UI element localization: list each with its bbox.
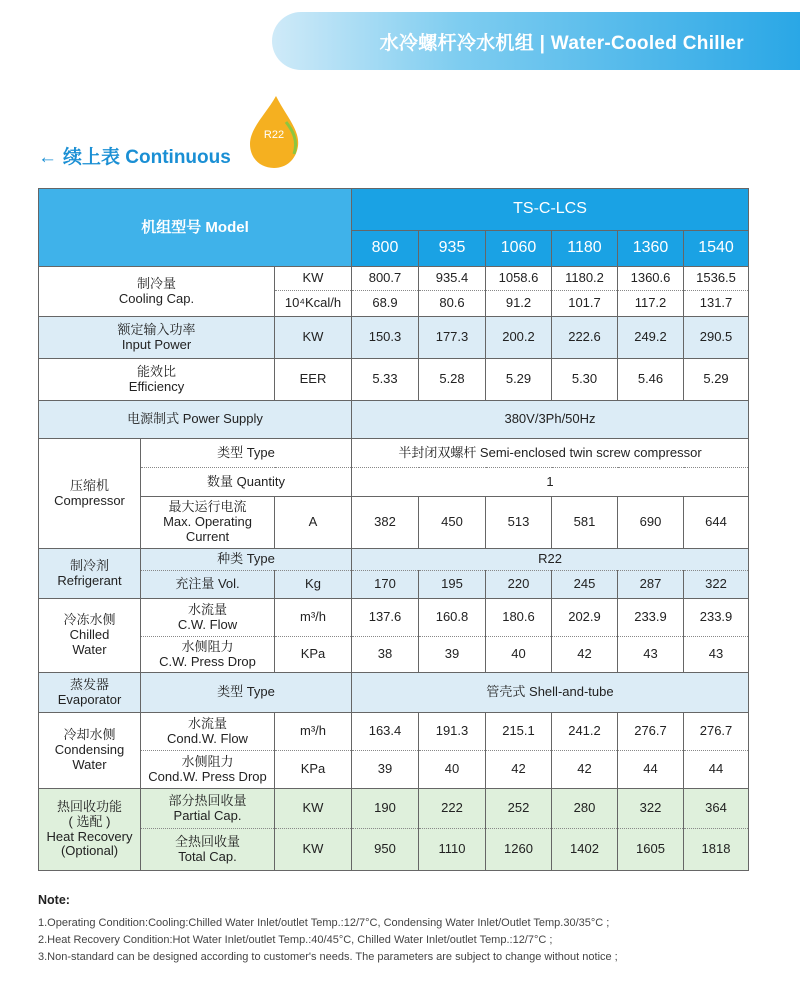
cooling-cap-cn: 制冷量: [136, 275, 176, 291]
compressor-label: [39, 439, 141, 549]
model-header: 机组型号 Model: [39, 189, 352, 267]
value-cell: 252: [486, 789, 552, 829]
refrigerant-type-value: R22: [352, 549, 749, 571]
value-cell: 222.6: [552, 317, 618, 359]
notes-section: [38, 892, 618, 966]
max-current-en1: Max. Operating: [163, 514, 252, 530]
cw-flow-cn: 水流量: [187, 601, 227, 617]
value-cell: 1818: [684, 829, 749, 871]
cooling-cap-label: [39, 267, 275, 317]
value-cell: 200.2: [486, 317, 552, 359]
refrigerant-type-label: 种类 Type: [141, 549, 352, 571]
model-col: 800: [352, 231, 419, 267]
heat-recovery-cn2: ( 选配 ): [68, 813, 111, 829]
evaporator-type-label: 类型 Type: [141, 673, 352, 713]
evaporator-cn: 蒸发器: [69, 676, 109, 692]
unit-cell: KPa: [275, 637, 352, 673]
value-cell: 233.9: [618, 599, 684, 637]
condensing-water-en2: Water: [72, 756, 107, 772]
value-cell: 42: [552, 751, 618, 789]
unit-cell: KW: [275, 317, 352, 359]
left-arrow-icon: ←: [38, 147, 57, 168]
heat-recovery-cn1: 热回收功能: [56, 798, 122, 814]
value-cell: 38: [352, 637, 419, 673]
refrigerant-label: [39, 549, 141, 599]
value-cell: 40: [419, 751, 486, 789]
value-cell: 287: [618, 571, 684, 599]
value-cell: 276.7: [684, 713, 749, 751]
value-cell: 241.2: [552, 713, 618, 751]
value-cell: 322: [618, 789, 684, 829]
chilled-water-en2: Water: [72, 641, 107, 657]
value-cell: 150.3: [352, 317, 419, 359]
note-line: 3.Non-standard can be designed according to customer's needs. The parameters are subject to change without notice ;: [38, 951, 618, 963]
chilled-water-cn: 冷冻水侧: [63, 612, 116, 628]
value-cell: 42: [486, 751, 552, 789]
value-cell: 42: [552, 637, 618, 673]
value-cell: 177.3: [419, 317, 486, 359]
efficiency-label: [39, 359, 275, 401]
value-cell: 137.6: [352, 599, 419, 637]
notes-title: Note:: [38, 893, 70, 907]
value-cell: 644: [684, 497, 749, 549]
total-cap-cn: 全热回收量: [174, 833, 240, 849]
value-cell: 1536.5: [684, 267, 749, 291]
continuous-text: 续上表 Continuous: [63, 147, 231, 168]
spec-table: [38, 188, 749, 871]
cw-drop-label: [141, 637, 275, 673]
partial-cap-label: [141, 789, 275, 829]
power-supply-label: 电源制式 Power Supply: [39, 401, 352, 439]
value-cell: 44: [618, 751, 684, 789]
refrigerant-cn: 制冷剂: [69, 557, 109, 573]
value-cell: 180.6: [486, 599, 552, 637]
max-current-en2: Current: [185, 528, 230, 544]
model-col: 1060: [486, 231, 552, 267]
value-cell: 101.7: [552, 291, 618, 317]
cond-flow-label: [141, 713, 275, 751]
value-cell: 5.46: [618, 359, 684, 401]
model-col: 1540: [684, 231, 749, 267]
heat-recovery-en1: Heat Recovery: [46, 828, 133, 844]
total-cap-en: Total Cap.: [178, 848, 237, 864]
value-cell: 276.7: [618, 713, 684, 751]
compressor-cn: 压缩机: [69, 477, 109, 493]
max-current-label: [141, 497, 275, 549]
value-cell: 68.9: [352, 291, 419, 317]
cw-flow-en: C.W. Flow: [177, 616, 238, 632]
compressor-qty-label: 数量 Quantity: [141, 468, 352, 497]
evaporator-en: Evaporator: [57, 691, 122, 707]
model-col: 935: [419, 231, 486, 267]
input-power-en: Input Power: [121, 336, 192, 352]
value-cell: 290.5: [684, 317, 749, 359]
heat-recovery-label: [39, 789, 141, 871]
value-cell: 249.2: [618, 317, 684, 359]
value-cell: 322: [684, 571, 749, 599]
unit-cell: Kg: [275, 571, 352, 599]
unit-cell: KW: [275, 789, 352, 829]
value-cell: 44: [684, 751, 749, 789]
note-line: 2.Heat Recovery Condition:Hot Water Inlet/outlet Temp.:40/45°C, Chilled Water Inlet/outlet Temp.:12/7°C ;: [38, 934, 553, 946]
refrigerant-en: Refrigerant: [57, 572, 122, 588]
value-cell: 5.33: [352, 359, 419, 401]
value-cell: 163.4: [352, 713, 419, 751]
cond-flow-en: Cond.W. Flow: [167, 730, 248, 746]
value-cell: 5.28: [419, 359, 486, 401]
cw-drop-cn: 水侧阻力: [181, 638, 234, 654]
condensing-water-cn: 冷却水侧: [63, 727, 116, 743]
value-cell: 233.9: [684, 599, 749, 637]
value-cell: 39: [352, 751, 419, 789]
value-cell: 280: [552, 789, 618, 829]
unit-cell: KPa: [275, 751, 352, 789]
header-banner: [272, 12, 800, 70]
efficiency-cn: 能效比: [136, 363, 176, 379]
power-supply-value: 380V/3Ph/50Hz: [352, 401, 749, 439]
value-cell: 117.2: [618, 291, 684, 317]
model-col: 1180: [552, 231, 618, 267]
cond-drop-label: [141, 751, 275, 789]
value-cell: 245: [552, 571, 618, 599]
value-cell: 1058.6: [486, 267, 552, 291]
value-cell: 43: [684, 637, 749, 673]
value-cell: 40: [486, 637, 552, 673]
partial-cap-en: Partial Cap.: [173, 807, 242, 823]
unit-cell: KW: [275, 829, 352, 871]
compressor-type-label: 类型 Type: [141, 439, 352, 468]
value-cell: 5.29: [486, 359, 552, 401]
value-cell: 222: [419, 789, 486, 829]
value-cell: 170: [352, 571, 419, 599]
value-cell: 581: [552, 497, 618, 549]
unit-cell: 10⁴Kcal/h: [275, 291, 352, 317]
heat-recovery-en2: (Optional): [60, 843, 119, 859]
value-cell: 131.7: [684, 291, 749, 317]
unit-cell: m³/h: [275, 599, 352, 637]
cw-drop-en: C.W. Press Drop: [159, 653, 256, 669]
value-cell: 91.2: [486, 291, 552, 317]
chilled-water-label: [39, 599, 141, 673]
value-cell: 5.30: [552, 359, 618, 401]
chilled-water-en1: Chilled: [69, 627, 110, 643]
condensing-water-en1: Condensing: [54, 742, 125, 758]
value-cell: 220: [486, 571, 552, 599]
cw-flow-label: [141, 599, 275, 637]
condensing-water-label: [39, 713, 141, 789]
value-cell: 191.3: [419, 713, 486, 751]
value-cell: 950: [352, 829, 419, 871]
value-cell: 382: [352, 497, 419, 549]
unit-cell: m³/h: [275, 713, 352, 751]
value-cell: 1110: [419, 829, 486, 871]
value-cell: 1402: [552, 829, 618, 871]
value-cell: 1605: [618, 829, 684, 871]
value-cell: 450: [419, 497, 486, 549]
badge-text: R22: [263, 129, 285, 141]
value-cell: 80.6: [419, 291, 486, 317]
value-cell: 215.1: [486, 713, 552, 751]
continuous-label: [38, 142, 231, 169]
value-cell: 1180.2: [552, 267, 618, 291]
charge-label: 充注量 Vol.: [141, 571, 275, 599]
value-cell: 1360.6: [618, 267, 684, 291]
max-current-cn: 最大运行电流: [168, 499, 247, 515]
unit-cell: KW: [275, 267, 352, 291]
efficiency-en: Efficiency: [128, 378, 185, 394]
unit-cell: A: [275, 497, 352, 549]
partial-cap-cn: 部分热回收量: [168, 792, 247, 808]
compressor-type-value: 半封闭双螺杆 Semi-enclosed twin screw compressor: [352, 439, 749, 468]
value-cell: 1260: [486, 829, 552, 871]
cond-flow-cn: 水流量: [187, 715, 227, 731]
cond-drop-en: Cond.W. Press Drop: [148, 768, 267, 784]
compressor-en: Compressor: [54, 492, 125, 508]
compressor-qty-value: 1: [352, 468, 749, 497]
value-cell: 39: [419, 637, 486, 673]
value-cell: 190: [352, 789, 419, 829]
evaporator-label: [39, 673, 141, 713]
cooling-cap-en: Cooling Cap.: [118, 290, 195, 306]
note-line: 1.Operating Condition:Cooling:Chilled Water Inlet/outlet Temp.:12/7°C, Condensing Water Inlet/Outlet Temp.30/35°C ;: [38, 917, 610, 929]
value-cell: 43: [618, 637, 684, 673]
value-cell: 195: [419, 571, 486, 599]
total-cap-label: [141, 829, 275, 871]
value-cell: 160.8: [419, 599, 486, 637]
value-cell: 202.9: [552, 599, 618, 637]
value-cell: 935.4: [419, 267, 486, 291]
value-cell: 513: [486, 497, 552, 549]
value-cell: 364: [684, 789, 749, 829]
cond-drop-cn: 水侧阻力: [181, 753, 234, 769]
unit-cell: EER: [275, 359, 352, 401]
r22-drop-icon: [246, 92, 302, 170]
evaporator-type-value: 管壳式 Shell-and-tube: [352, 673, 749, 713]
series-header: TS-C-LCS: [352, 189, 749, 231]
input-power-label: [39, 317, 275, 359]
input-power-cn: 额定输入功率: [117, 321, 196, 337]
value-cell: 690: [618, 497, 684, 549]
model-col: 1360: [618, 231, 684, 267]
page-title: 水冷螺杆冷水机组 | Water-Cooled Chiller: [379, 33, 744, 54]
value-cell: 800.7: [352, 267, 419, 291]
value-cell: 5.29: [684, 359, 749, 401]
